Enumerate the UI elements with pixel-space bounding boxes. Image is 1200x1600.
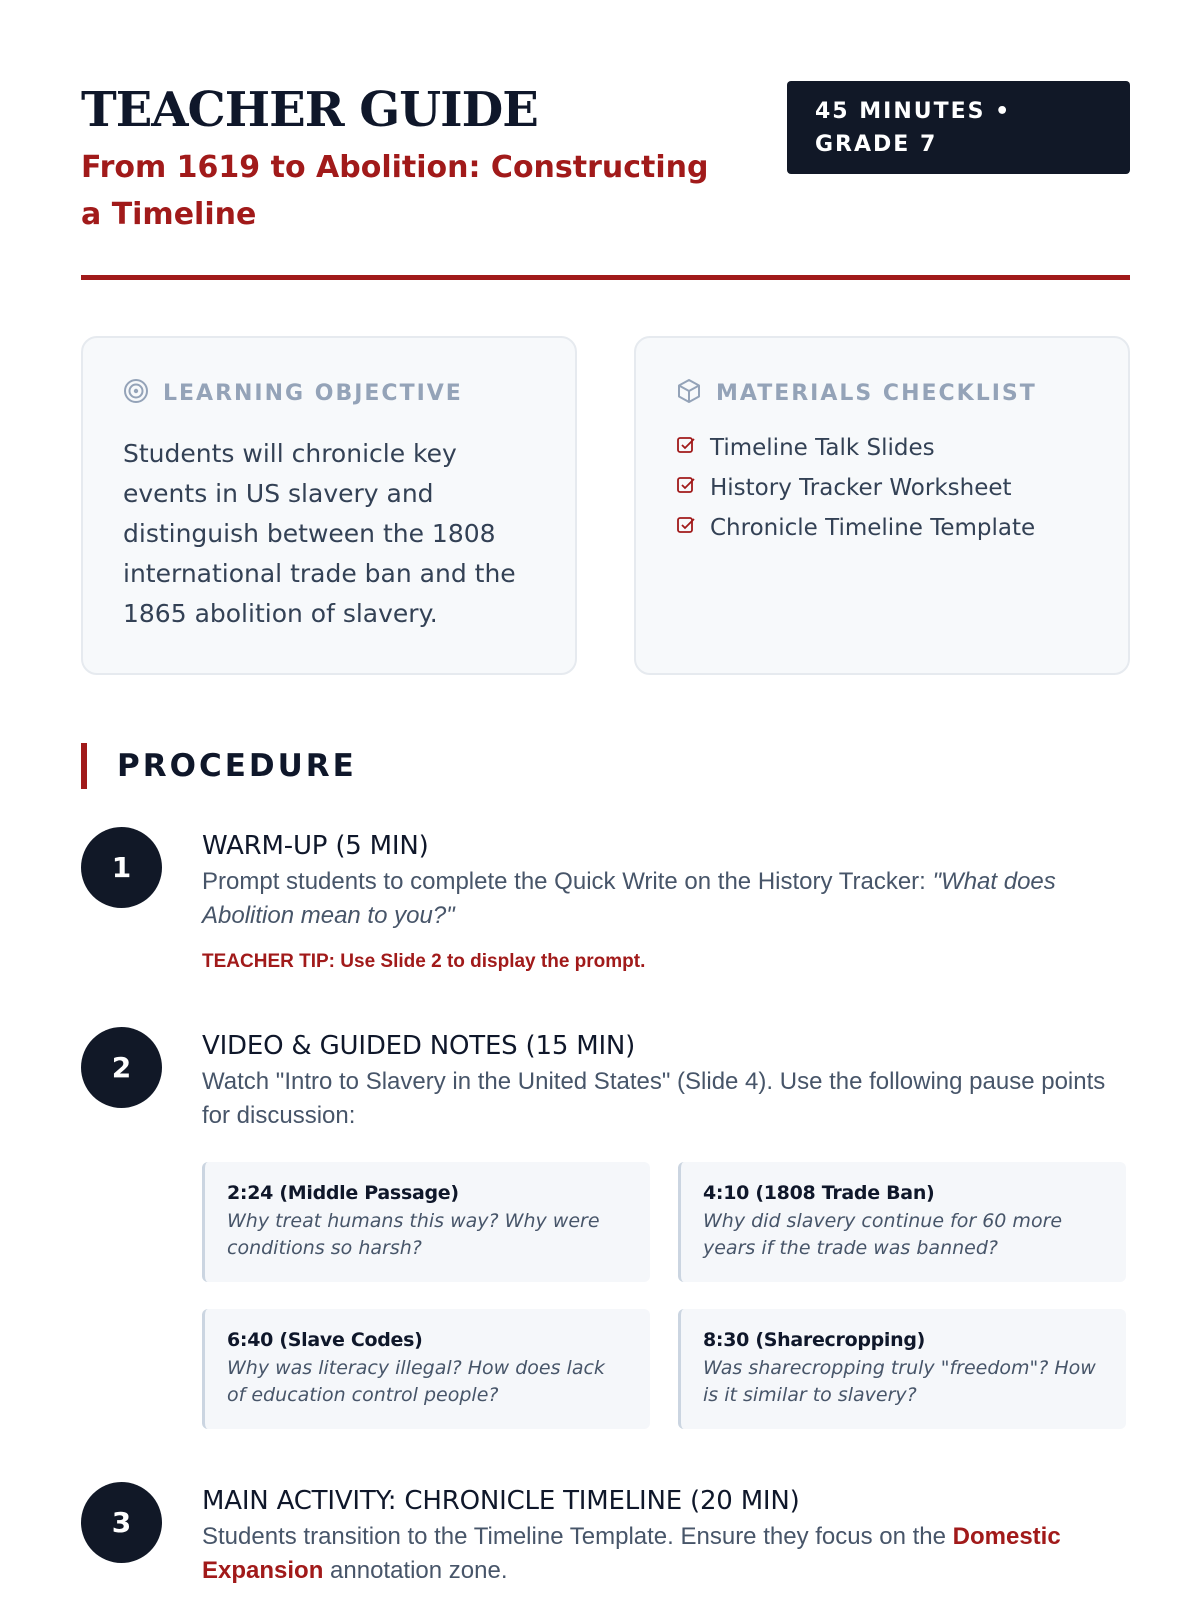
checkbox-checked-icon (676, 435, 696, 461)
step-number: 1 (81, 827, 162, 908)
procedure-title: PROCEDURE (117, 748, 357, 784)
target-icon (123, 378, 149, 409)
objective-heading: LEARNING OBJECTIVE (163, 380, 463, 406)
quick-write-prompt: "What does Abolition mean to you?" (202, 868, 1056, 929)
page-title: TEACHER GUIDE (81, 82, 538, 138)
step-text: Prompt students to complete the Quick Write on the History Tracker: (202, 868, 933, 895)
heading-accent-bar (81, 743, 87, 789)
pause-time: 8:30 (Sharecropping) (703, 1329, 926, 1351)
step-text: Students transition to the Timeline Template. Ensure they focus on the (202, 1523, 953, 1550)
materials-item-label: Timeline Talk Slides (710, 435, 935, 461)
step-title: WARM-UP (5 MIN) (202, 831, 429, 861)
step-text-end: annotation zone. (323, 1557, 508, 1584)
materials-item[interactable] (676, 428, 1088, 468)
materials-list (676, 428, 1088, 548)
materials-checklist-card (634, 336, 1130, 675)
materials-item-label: Chronicle Timeline Template (710, 515, 1036, 541)
step-title: VIDEO & GUIDED NOTES (15 MIN) (202, 1031, 636, 1061)
step-number: 2 (81, 1027, 162, 1108)
pause-question: Why did slavery continue for 60 more years if the trade was banned? (703, 1210, 1063, 1259)
cube-icon (676, 378, 702, 409)
learning-objective-card (81, 336, 577, 675)
step-title: MAIN ACTIVITY: CHRONICLE TIMELINE (20 MIN) (202, 1486, 800, 1516)
pause-point-card (202, 1309, 650, 1429)
pause-point-card (678, 1309, 1126, 1429)
guide-header (81, 80, 1130, 280)
materials-item-label: History Tracker Worksheet (710, 475, 1012, 501)
pause-question: Was sharecropping truly "freedom"? How is it similar to slavery? (703, 1357, 1096, 1406)
step-description (202, 865, 1130, 933)
header-divider (81, 275, 1130, 280)
pause-time: 4:10 (1808 Trade Ban) (703, 1182, 935, 1204)
pause-time: 2:24 (Middle Passage) (227, 1182, 459, 1204)
objective-text: Students will chronicle key events in US slavery and distinguish between the 1808 international trade ban and the 1865 abolition of slavery. (123, 439, 516, 628)
step-description (202, 1520, 1130, 1588)
badge-grade: GRADE 7 (815, 132, 938, 157)
pause-point-card (202, 1162, 650, 1282)
step-description: Watch "Intro to Slavery in the United States" (Slide 4). Use the following pause points for discussion: (202, 1068, 1106, 1129)
badge-duration: 45 MINUTES • (815, 99, 1012, 124)
materials-heading: MATERIALS CHECKLIST (716, 380, 1037, 406)
duration-grade-badge (787, 81, 1130, 174)
pause-point-card (678, 1162, 1126, 1282)
checkbox-checked-icon (676, 475, 696, 501)
checkbox-checked-icon (676, 515, 696, 541)
pause-question: Why treat humans this way? Why were conditions so harsh? (227, 1210, 600, 1259)
pause-time: 6:40 (Slave Codes) (227, 1329, 423, 1351)
materials-item[interactable] (676, 468, 1088, 508)
highlight-domestic-expansion: Domestic Expansion (202, 1523, 1061, 1584)
lesson-subtitle: From 1619 to Abolition: Constructing a Timeline (81, 150, 709, 232)
teacher-tip: TEACHER TIP: Use Slide 2 to display the prompt. (202, 951, 646, 972)
procedure-section-heading (81, 743, 357, 789)
step-number: 3 (81, 1482, 162, 1563)
pause-question: Why was literacy illegal? How does lack of education control people? (227, 1357, 605, 1406)
materials-item[interactable] (676, 508, 1088, 548)
